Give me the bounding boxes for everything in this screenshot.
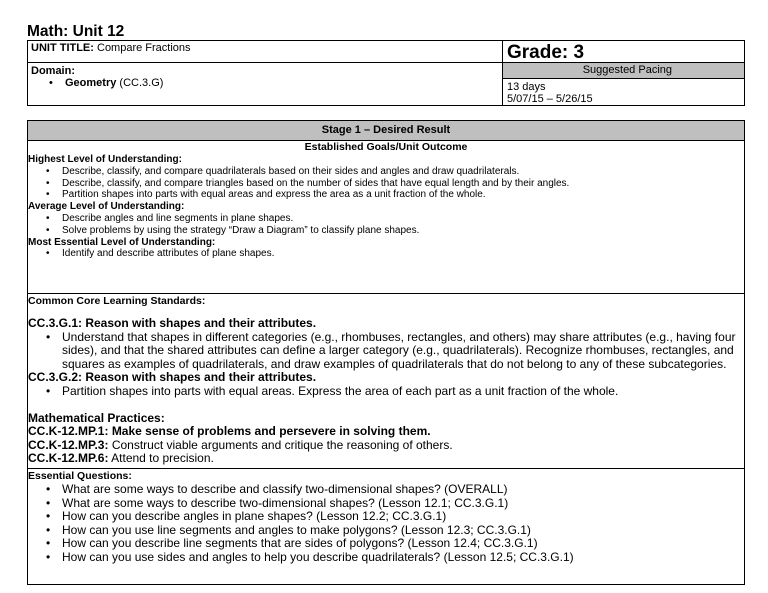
stage1-table bbox=[27, 120, 745, 585]
pacing-label: Suggested Pacing bbox=[503, 63, 744, 79]
level-label: Highest Level of Understanding: bbox=[28, 154, 182, 165]
ccls-heading: Common Core Learning Standards: bbox=[28, 295, 206, 307]
essential-questions-section bbox=[28, 469, 744, 584]
list-item: • Partition shapes into parts with equal areas. Express the area of each part as a unit fraction of the whole. bbox=[28, 385, 744, 399]
level-list bbox=[28, 248, 744, 260]
goals-heading: Established Goals/Unit Outcome bbox=[304, 141, 468, 153]
list-item: • Describe angles and line segments in plane shapes. bbox=[28, 213, 744, 225]
standard-title: CC.3.G.2: Reason with shapes and their attributes. bbox=[28, 370, 317, 385]
level-label: Average Level of Understanding: bbox=[28, 201, 185, 213]
practice-line bbox=[28, 452, 744, 466]
domain-label: Domain: bbox=[31, 65, 75, 77]
practice-code: CC.K-12.MP.3: bbox=[28, 437, 109, 452]
practice-text: Make sense of problems and persevere in solving them. bbox=[111, 424, 431, 439]
practice-text: Construct viable arguments and critique the reasoning of others. bbox=[111, 437, 453, 452]
practice-line bbox=[28, 439, 744, 453]
list-item: • How can you describe line segments that are sides of polygons? (Lesson 12.4; CC.3.G.1) bbox=[28, 537, 744, 551]
unit-title-label: UNIT TITLE: bbox=[31, 42, 94, 54]
list-item: • Identify and describe attributes of plane shapes. bbox=[28, 248, 744, 260]
list-item: • Partition shapes into parts with equal areas and express the area as a unit fraction of the whole. bbox=[28, 189, 744, 201]
domain-item-name: Geometry bbox=[65, 77, 117, 89]
goals-section bbox=[28, 141, 744, 294]
standard-list bbox=[28, 331, 744, 372]
grade-cell: Grade: 3 bbox=[503, 41, 744, 63]
standard-list bbox=[28, 385, 744, 399]
practice-line bbox=[28, 425, 744, 439]
pacing-days: 13 days bbox=[507, 81, 546, 93]
practices-heading: Mathematical Practices: bbox=[28, 410, 165, 425]
list-item: • Describe, classify, and compare triangles based on the number of sides that have equal length and by their angles. bbox=[28, 178, 744, 190]
ccls-section bbox=[28, 294, 744, 469]
unit-title-value: Compare Fractions bbox=[97, 42, 191, 54]
pacing-dates: 5/07/15 – 5/26/15 bbox=[507, 93, 593, 105]
domain-list bbox=[31, 77, 499, 89]
list-item: • Understand that shapes in different categories (e.g., rhombuses, rectangles, and others) may share attributes (e.g., having four sides), and that the shared attributes can define a larger category (e.g., quadrilaterals). Recognize rhombuses, rectangles, and squares as examples of quadrilaterals, and draw examples of quadrilaterals that do not belong to any of these subcategories. bbox=[28, 331, 744, 372]
list-item: • Solve problems by using the strategy “Draw a Diagram” to classify plane shapes. bbox=[28, 225, 744, 237]
level-list bbox=[28, 166, 744, 201]
domain-item bbox=[31, 77, 499, 89]
list-item: • How can you use sides and angles to help you describe quadrilaterals? (Lesson 12.5; CC.3.G.1) bbox=[28, 551, 744, 565]
domain-cell bbox=[28, 63, 503, 105]
list-item: • How can you use line segments and angles to make polygons? (Lesson 12.3; CC.3.G.1) bbox=[28, 524, 744, 538]
pacing-value bbox=[503, 79, 744, 107]
practice-code: CC.K-12.MP.1: bbox=[28, 424, 109, 439]
list-item: • What are some ways to describe and classify two-dimensional shapes? (OVERALL) bbox=[28, 483, 744, 497]
essential-heading: Essential Questions: bbox=[28, 470, 132, 482]
document-title: Math: Unit 12 bbox=[27, 23, 125, 40]
essential-list bbox=[28, 483, 744, 565]
list-item: • How can you describe angles in plane shapes? (Lesson 12.2; CC.3.G.1) bbox=[28, 510, 744, 524]
level-list bbox=[28, 213, 744, 237]
unit-title-cell bbox=[28, 41, 503, 63]
standard-title: CC.3.G.1: Reason with shapes and their attributes. bbox=[28, 316, 317, 330]
practice-text: Attend to precision. bbox=[111, 451, 214, 466]
stage1-heading: Stage 1 – Desired Result bbox=[28, 121, 744, 141]
list-item: • Describe, classify, and compare quadrilaterals based on their sides and angles and draw quadrilaterals. bbox=[28, 166, 744, 178]
level-label: Most Essential Level of Understanding: bbox=[28, 236, 216, 248]
domain-item-code: (CC.3.G) bbox=[119, 77, 164, 89]
unit-header-table bbox=[27, 40, 745, 106]
list-item: • What are some ways to describe two-dimensional shapes? (Lesson 12.1; CC.3.G.1) bbox=[28, 497, 744, 511]
practice-code: CC.K-12.MP.6: bbox=[28, 451, 109, 466]
